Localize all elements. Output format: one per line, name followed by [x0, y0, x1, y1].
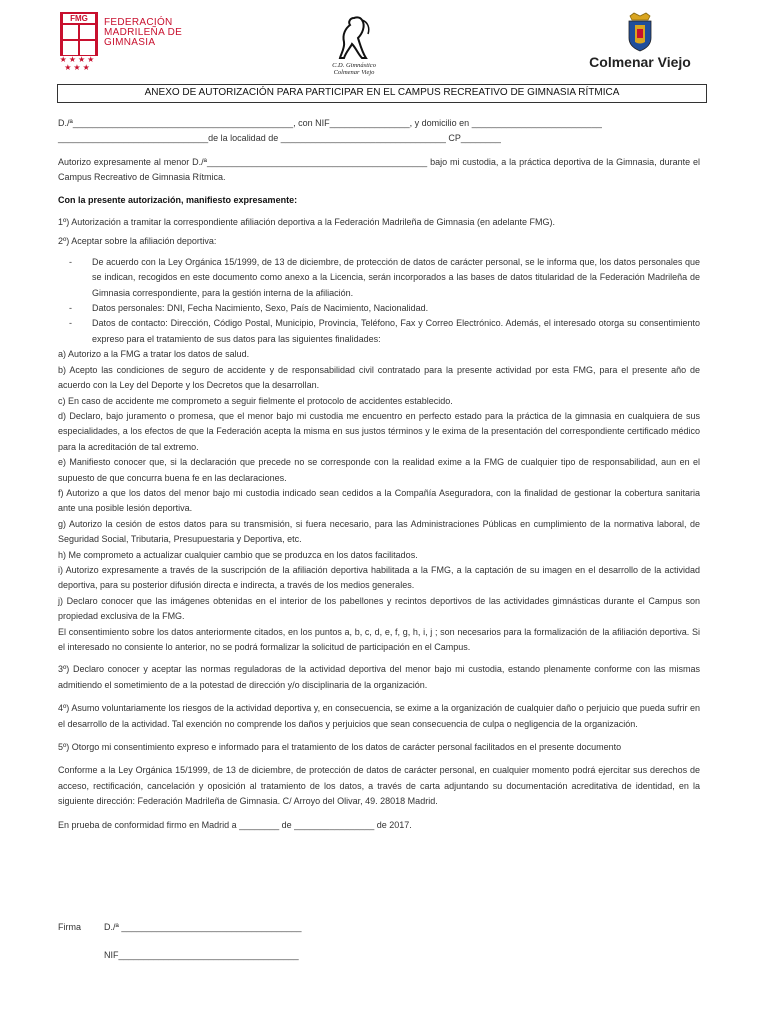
item-1: 1º) Autorización a tramitar la correspondiente afiliación deportiva a la Federación Madrileña de Gimnasia (en adelante FMG).: [58, 217, 556, 228]
bullet-text: Datos personales: DNI, Fecha Nacimiento, Sexo, País de Nacimiento, Nacionalidad.: [92, 303, 429, 314]
bullet-item: - Datos personales: DNI, Fecha Nacimiento, Sexo, País de Nacimiento, Nacionalidad.: [69, 303, 429, 314]
title-box: [57, 84, 707, 103]
fmg-logo-tag: FMG: [63, 14, 95, 23]
form-authorization: Autorizo expresamente al menor D./ª____________________________________________ bajo mi custodia, a la práctica deportiva de la Gimnasia, durante el Campus Recreativo de Gimnasia Rítmica.: [58, 156, 700, 183]
fmg-logo-text: [104, 18, 182, 48]
document-title: ANEXO DE AUTORIZACIÓN PARA PARTICIPAR EN EL CAMPUS RECREATIVO DE GIMNASIA RÍTMICA: [144, 87, 620, 98]
letter-item-d: d) Declaro, bajo juramento o promesa, que el menor bajo mi custodia me encuentro en perfecto estado para la práctica de la gimnasia en cualquiera de sus especialidades, a los efectos de que la Federación acepta la misma en sus justos términos y le exima de la presentación del correspondiente certificado médico para la acreditación de tal extremo.: [58, 410, 700, 452]
club-logo: [322, 14, 386, 80]
subheading: Con la presente autorización, manifiesto expresamente:: [58, 194, 298, 205]
crest-icon: [626, 12, 654, 52]
town-name: Colmenar Viejo: [589, 54, 691, 70]
town-crest: [570, 10, 710, 72]
letter-item-i: i) Autorizo expresamente a través de la suscripción de la afiliación deportiva habilitada a la FMG, a la captación de su imagen en el desarrollo de la actividad deportiva, para su posterior difusión directa e indirecta, a través de los medios generales.: [58, 564, 700, 591]
closing-paragraph: Conforme a la Ley Orgánica 15/1999, de 13 de diciembre, de protección de datos de carácter personal, en cualquier momento podrá ejercitar sus derechos de acceso, rectificación, cancelación y oposición al tratamiento de los datos, a través de carta adjuntando su documentación acreditativa de identidad, en la siguiente dirección: Federación Madrileña de Gimnasia. C/ Arroyo del Olivar, 49. 28018 Madrid.: [58, 765, 700, 807]
item-5: 5º) Otorgo mi consentimiento expreso e informado para el tratamiento de los datos de carácter personal facilitados en el presente documento: [58, 742, 622, 753]
letter-item-g: g) Autorizo la cesión de estos datos para su transmisión, si fuera necesario, para las Administraciones Públicas en cumplimiento de la normativa laboral, de Seguridad Social, Tributaria, Presupuestaria y Deportiva, etc.: [58, 518, 700, 545]
item-4: 4º) Asumo voluntariamente los riesgos de la actividad deportiva y, en consecuencia, se exime a la organización de cualquier daño o perjuicio que pueda sufrir en el desarrollo de la actividad. Tal exención no comprende los daños y perjuicios que sean consecuencia de culpa o negligencia de la organización.: [58, 703, 700, 729]
fmg-logo-line2: MADRILEÑA DE: [104, 27, 183, 38]
letter-item-j: j) Declaro conocer que las imágenes obtenidas en el interior de los pabellones y recintos deportivos de las actividades gimnásticas durante el Campus son propiedad exclusiva de la FMG.: [58, 595, 700, 622]
bullet-text: De acuerdo con la Ley Orgánica 15/1999, de 13 de diciembre, de protección de datos de carácter personal, se le informa que, los datos personales que se indican, recogidos en este documento como anexo a la Licencia, serán incorporados a las bases de datos titularidad de la Federación Madrileña de Gimnasia correspondiente, para la gestión interna de la afiliación.: [92, 256, 700, 298]
form-line-2: ______________________________de la localidad de _________________________________ CP________: [58, 133, 501, 144]
letter-item-b: b) Acepto las condiciones de seguro de accidente y de responsabilidad civil contratado para la presente actividad por esta FMG, para el presente año de acuerdo con la Ley del Deporte y los Decretos que la desarrollan.: [58, 364, 700, 391]
fmg-shield-icon: [60, 12, 98, 56]
item-2: 2º) Aceptar sobre la afiliación deportiva:: [58, 236, 217, 247]
consent-note: El consentimiento sobre los datos anteriormente citados, en los puntos a, b, c, d, e, f, g, h, i, j ; son necesarios para la formalización de la afiliación deportiva. Si el interesado no consiente lo anterior, no se podrá formalizar la solicitud de participación en el Campus.: [58, 626, 700, 652]
bullet-text: Datos de contacto: Dirección, Código Postal, Municipio, Provincia, Teléfono, Fax y Correo Electrónico. Además, el interesado otorga su consentimiento expreso para el tratamiento de sus datos para las siguientes finalidades:: [92, 318, 700, 344]
signature-nif-line: NIF____________________________________: [104, 950, 299, 960]
letter-item-c: c) En caso de accidente me comprometo a seguir fielmente el protocolo de accidentes establecido.: [58, 395, 453, 406]
fmg-logo: [54, 10, 204, 76]
fmg-stars-icon: ★★★★ ★★★: [59, 55, 97, 72]
bullet-item: - Datos de contacto: Dirección, Código Postal, Municipio, Provincia, Teléfono, Fax y Correo Electrónico. Además, el interesado otorga su consentimiento expreso para el tratamiento de sus datos para las siguientes finalidades:: [69, 318, 700, 344]
place-date-line: En prueba de conformidad firmo en Madrid a ________ de ________________ de 2017.: [58, 819, 412, 830]
form-line-1: D./ª____________________________________________, con NIF________________, y domicilio en __________________________: [58, 118, 602, 128]
letter-item-f: f) Autorizo a que los datos del menor bajo mi custodia indicado sean cedidos a la Compañía Aseguradora, con la finalidad de gestionar la cobertura sanitaria ante una posible lesión deportiva.: [58, 487, 700, 514]
item-3: 3º) Declaro conocer y aceptar las normas reguladoras de la actividad deportiva del menor bajo mi custodia, estando plenamente conforme con las mismas admitiendo el sometimiento de a la potestad de dirección y/o disciplinaria de la organización.: [58, 664, 700, 690]
bullet-item: - De acuerdo con la Ley Orgánica 15/1999, de 13 de diciembre, de protección de datos de carácter personal, se le informa que, los datos personales que se indican, recogidos en este documento como anexo a la Licencia, serán incorporados a las bases de datos titularidad de la Federación Madrileña de Gimnasia correspondiente, para la gestión interna de la afiliación.: [69, 256, 700, 298]
document-body: [58, 116, 700, 833]
fmg-logo-line3: GIMNASIA: [104, 37, 156, 48]
document-header: [0, 0, 770, 82]
fmg-logo-line1: FEDERACIÓN: [104, 17, 173, 28]
letter-item-e: e) Manifiesto conocer que, si la declaración que precede no se corresponde con la realidad exime a la FMG de cualquier tipo de responsabilidad, aun en el supuesto de que concurra buena fe en las declaraciones.: [58, 457, 700, 483]
gymnast-icon: [332, 14, 376, 62]
club-logo-line2: Colmenar Viejo: [333, 69, 375, 76]
club-logo-line1: C.D. Gimnástico: [332, 62, 376, 69]
letter-item-h: h) Me comprometo a actualizar cualquier cambio que se produzca en los datos facilitados.: [58, 549, 418, 560]
letter-item-a: a) Autorizo a la FMG a tratar los datos de salud.: [58, 349, 250, 360]
signature-name-line: D./ª ____________________________________: [104, 922, 302, 932]
signature-label: Firma: [58, 922, 81, 932]
